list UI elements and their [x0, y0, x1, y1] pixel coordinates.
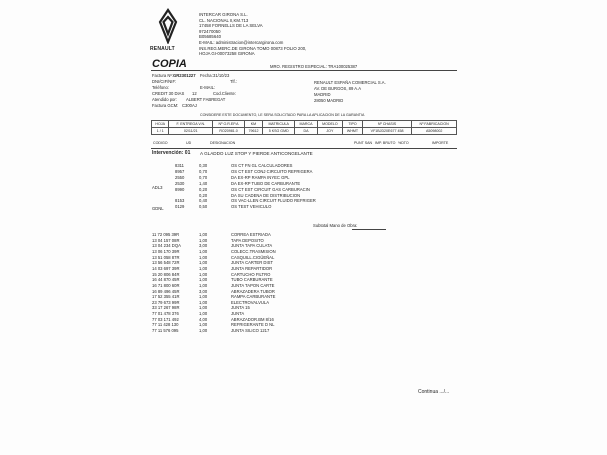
company-line: 972470050 — [199, 28, 221, 34]
line-item-qty: 0,70 — [199, 174, 208, 180]
atendido-value: ALBERT FABREGAT — [186, 97, 226, 102]
client-line: 28050 MADRID — [314, 98, 344, 103]
atendido-label: Atendido por: — [152, 97, 177, 102]
credit-label: CREDIT 30 DIAS — [152, 91, 185, 96]
line-item-code: 0129 — [175, 204, 185, 210]
line-item-qty: 0,20 — [199, 186, 208, 192]
col-dto: %DTO — [398, 141, 409, 145]
factura-gcm-value: C300AJ — [182, 103, 197, 108]
line-item-qty: 1,00 — [199, 282, 208, 288]
company-line: 17458 FORNELLS DE LA SELVA — [199, 23, 263, 29]
line-item-qty: 1,00 — [199, 277, 208, 283]
email-label: E-MAIL: — [200, 85, 216, 90]
line-item-desc: DA EX-RP TUBO DE CARBURANTE — [231, 180, 301, 186]
line-item-qty: 0,30 — [199, 163, 208, 168]
line-item-code: 8957 — [175, 168, 185, 174]
table-header-row — [152, 121, 457, 128]
line-item-desc: CASQUILL.CIGÜEÑAL — [231, 254, 275, 260]
line-item-code: 2550 — [175, 174, 185, 180]
line-item-qty: 1,40 — [199, 180, 208, 186]
table-header-cell: MODELO — [317, 121, 343, 128]
line-item-desc: ABRAZADERA TUBOR — [231, 288, 275, 294]
company-name: INTERCAR GIRONA S.L. — [199, 12, 248, 17]
line-item-qty: 1,00 — [199, 237, 208, 243]
line-item-desc: OS CT FN GL CALCULADORES — [231, 163, 293, 168]
company-line: HOJA GI-00073258 GIRONA — [199, 51, 255, 57]
credit-value: 12 — [192, 91, 197, 96]
line-item-code: 13 04 157 08R — [152, 237, 180, 243]
vehicle-table — [151, 120, 457, 135]
table-cell: A5098002 — [412, 128, 457, 135]
line-item-qty: 1,00 — [199, 271, 208, 277]
line-item-desc: CORREA ESTRIADA — [231, 232, 271, 237]
client-line: RENAULT ESPAÑA COMERCIAL S.A. — [314, 80, 386, 85]
client-line: MADRID — [314, 92, 331, 97]
line-item-desc: REFRIGERANTE D NL — [231, 322, 275, 328]
line-item-code: 77 11 428 130 — [152, 322, 179, 328]
warranty-notice: CONSIDERE ESTE DOCUMENTO, LE SERA SOLICITADO PARA LA APLICACION DE LA GARANTIA — [200, 113, 365, 117]
line-item-code: 23 79 673 99R — [152, 299, 180, 305]
line-item-desc: OS CT EST CONJ CIRCUITO REFRIGERA — [231, 168, 313, 174]
line-item-desc: ABRAZADOR.BM 8/16 — [231, 316, 274, 322]
line-item-desc: JUNTA CARTER DIST — [231, 260, 273, 266]
factura-gcm-label: Factura GCM: — [152, 103, 179, 108]
subtotal-underline — [352, 229, 386, 230]
table-cell: JOY — [317, 128, 343, 135]
line-item-code: 13 51 058 87R — [152, 254, 180, 260]
line-item-qty: 1,00 — [199, 294, 208, 300]
table-header-cell: Nº FABRICACION — [412, 121, 457, 128]
line-item-code: 11 72 095 39R — [152, 232, 180, 237]
items-divider — [151, 148, 457, 149]
line-item-qty: 1,00 — [199, 311, 208, 317]
line-item-desc: JUNTA TAPA CULATA — [231, 243, 273, 249]
col-punt-san: PUNT SAN — [354, 141, 373, 145]
col-imp-bruto: IMP. BRUTO — [375, 141, 396, 145]
line-item-qty: 1,00 — [199, 265, 208, 271]
line-item-desc: DA SU CADENA DE DISTRIBUCION — [231, 192, 301, 198]
line-item-desc: JUNTA REPARTIDOR — [231, 265, 273, 271]
table-cell: RO20981.0 — [213, 128, 245, 135]
line-item-qty: 1,00 — [199, 299, 208, 305]
copy-stamp: COPIA — [152, 58, 187, 70]
line-item-code: 8311 — [175, 163, 185, 168]
table-header-cell: Nº O.R.EP.A — [213, 121, 245, 128]
line-item-desc: OS VAC-LLEN CIRCUIT FLUIDO REFRIGER — [231, 198, 316, 204]
company-line: B05685640 — [199, 34, 221, 40]
client-line: AV. DE BURGOS, 89 A.A — [314, 86, 362, 91]
table-cell: VF1BJD20E677 458 — [362, 128, 411, 135]
continues-footer: Continua .../... — [418, 389, 450, 395]
line-item-desc: JUNTA TAPON CARTE — [231, 282, 275, 288]
line-item-code: 13 04 234 DQA — [152, 243, 181, 249]
cod-cliente-label: Cod.Cliente: — [213, 91, 237, 96]
line-item-qty: 0,40 — [199, 198, 208, 204]
line-item-desc: RAMPA CARBURANTE — [231, 294, 276, 300]
table-cell: WHMT — [343, 128, 363, 135]
line-item-desc: JUNTA SILICO 1217 — [231, 328, 270, 334]
fecha-value: 31/10/23 — [213, 73, 230, 78]
fecha-label: Fecha: — [200, 73, 213, 78]
line-item-qty: 0,50 — [199, 204, 208, 210]
line-item-qty: 1,00 — [199, 305, 208, 311]
line-item-code: 14 03 697 39R — [152, 265, 180, 271]
company-line: CL. NACIONAL II,KM.713 — [199, 17, 249, 23]
table-row — [152, 128, 457, 135]
dni-label: DNI/CIF/NIF: — [152, 79, 177, 84]
line-item-desc: JUNTA — [231, 311, 245, 317]
line-item-code: 13 06 170 39R — [152, 248, 180, 254]
labour-side-code: GDNL — [152, 206, 164, 211]
col-ud: UD — [186, 141, 192, 145]
company-line: INS.REG.MERC.DE GIRONA TOMO 00873 FOLIO 200, — [199, 45, 307, 51]
intervention-label: Intervención: 01 — [152, 150, 191, 156]
line-item-code: 2530 — [175, 180, 185, 186]
line-item-desc: JUNTA 15 — [231, 305, 250, 311]
line-item-code: 16 89 496 45R — [152, 288, 180, 294]
table-cell: 79612 — [244, 128, 262, 135]
company-block — [199, 12, 369, 57]
table-header-cell: MATRICULA — [262, 121, 294, 128]
line-item-desc: OS TEST VEHICULO — [231, 204, 272, 210]
line-item-qty: 1,00 — [199, 248, 208, 254]
col-codigo: CODIGO — [153, 141, 168, 145]
table-cell: DA — [295, 128, 317, 135]
line-item-qty: 0,20 — [199, 192, 208, 198]
line-item-desc: OS CT EST CIRCUIT GAS CARBURACIN — [231, 186, 310, 192]
line-item-qty: 0,70 — [199, 168, 208, 174]
subtotal-label: Subtotal Mano de Obra: — [313, 223, 358, 228]
line-item-code: 15 20 806 84R — [152, 271, 180, 277]
telefono-label: Teléfono: — [152, 85, 169, 90]
table-header-cell: TIPO — [343, 121, 363, 128]
line-item-code: 33 17 267 98R — [152, 305, 180, 311]
line-item-code: 16 44 870 45R — [152, 277, 180, 283]
tlf-label: Tlf.: — [230, 79, 237, 84]
table-cell: 02/11/21 — [169, 128, 213, 135]
line-item-code: 77 03 171 492 — [152, 316, 179, 322]
line-item-qty: 4,00 — [199, 316, 208, 322]
factura-label: Factura Nº: — [152, 73, 174, 78]
line-item-desc: ELECTROVALVULA — [231, 299, 270, 305]
labour-side-code: ADL3 — [152, 185, 163, 190]
renault-diamond-icon — [148, 8, 188, 44]
col-designacion: DESIGNACION — [210, 141, 236, 145]
line-item-code: 8990 — [175, 186, 185, 192]
col-importe: IMPORTE — [432, 141, 449, 145]
table-header-cell: KM — [244, 121, 262, 128]
line-item-qty: 3,00 — [199, 288, 208, 294]
line-item-qty: 3,00 — [199, 243, 208, 249]
line-item-desc: COLECC.TRASMISION — [231, 248, 276, 254]
intervention-text: A GLADDO LUZ STOP Y PIERDE ANTICONGELANTE — [200, 151, 313, 156]
line-item-code: 13 56 548 72R — [152, 260, 180, 266]
line-item-code: 77 11 576 095 — [152, 328, 179, 334]
company-line: E-MAIL: administracion@intercargirona.com — [199, 39, 284, 45]
header-divider — [151, 70, 457, 71]
table-header-cell: F. ENTREGA V.N. — [169, 121, 213, 128]
logo-wordmark: RENAULT — [150, 46, 175, 52]
line-item-code: 16 71 800 60R — [152, 282, 180, 288]
table-cell: 5 KSG GMD — [262, 128, 294, 135]
line-item-qty: 1,00 — [199, 260, 208, 266]
line-item-desc: TAPA DEPOSITO — [231, 237, 264, 243]
line-item-qty: 1,00 — [199, 232, 208, 237]
line-item-qty: 1,00 — [199, 254, 208, 260]
line-item-code: 77 01 478 376 — [152, 311, 179, 317]
line-item-desc: DA EX-RP RAMPA INYEC GPL — [231, 174, 290, 180]
table-cell: 1 / 1 — [152, 128, 169, 135]
registry-number: MRO. REGISTRO ESPECIAL: TRA100025387 — [270, 64, 358, 69]
line-item-qty: 1,00 — [199, 328, 208, 334]
table-header-cell: Nº CHASIS — [362, 121, 411, 128]
line-item-code: 17 52 355 41R — [152, 294, 180, 300]
factura-number: GR2301227 — [173, 73, 196, 78]
line-item-qty: 1,00 — [199, 322, 208, 328]
line-item-desc: TUBO CARBURANTE — [231, 277, 273, 283]
line-item-desc: CARTUCHO FILTRO — [231, 271, 271, 277]
line-item-code: 8153 — [175, 198, 185, 204]
table-header-cell: MARCA — [295, 121, 317, 128]
table-header-cell: HOJA — [152, 121, 169, 128]
